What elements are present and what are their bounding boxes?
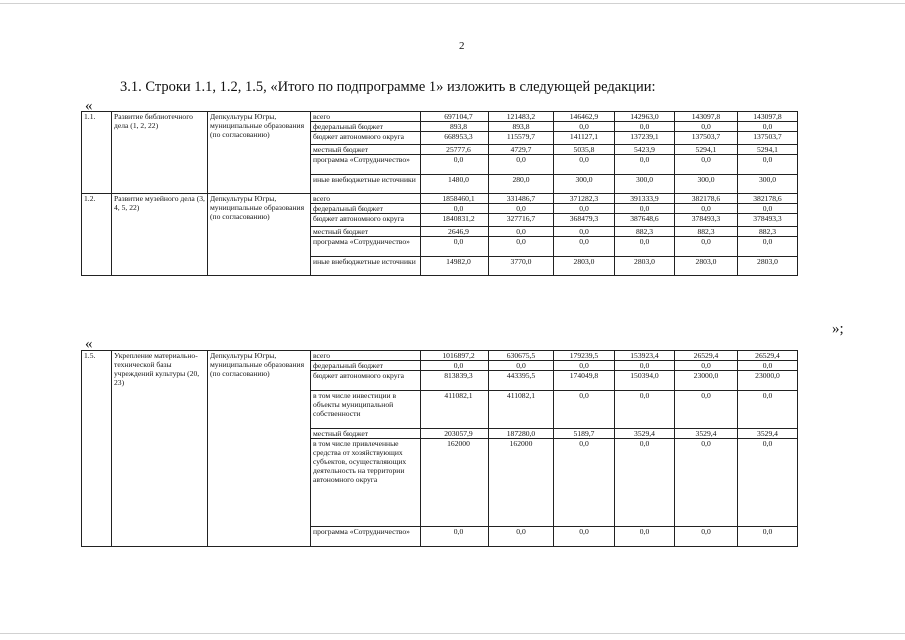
funding-source: бюджет автономного округа [311, 214, 421, 227]
funding-source: бюджет автономного округа [311, 371, 421, 391]
amount-cell: 668953,3 [421, 132, 489, 145]
amount-cell: 0,0 [421, 237, 489, 257]
amount-cell: 5423,9 [615, 145, 675, 155]
amount-cell: 0,0 [738, 155, 798, 175]
amount-cell: 0,0 [489, 361, 554, 371]
amount-cell: 443395,5 [489, 371, 554, 391]
amount-cell: 0,0 [615, 391, 675, 429]
amount-cell: 5294,1 [738, 145, 798, 155]
amount-cell: 3770,0 [489, 257, 554, 276]
table-row [82, 194, 798, 204]
funding-source: в том числе привлеченные средства от хозяйствующих субъектов, осуществляющих деятельность на территории автономного округа [311, 439, 421, 527]
amount-cell: 0,0 [738, 204, 798, 214]
amount-cell: 300,0 [554, 175, 615, 194]
amount-cell: 0,0 [738, 237, 798, 257]
funding-source: федеральный бюджет [311, 122, 421, 132]
amount-cell: 331486,7 [489, 194, 554, 204]
amount-cell: 0,0 [738, 527, 798, 547]
amount-cell: 26529,4 [738, 351, 798, 361]
amount-cell: 1840831,2 [421, 214, 489, 227]
amount-cell: 327716,7 [489, 214, 554, 227]
row-number: 1.2. [82, 194, 112, 276]
table-row [82, 351, 798, 361]
amount-cell: 0,0 [554, 361, 615, 371]
amount-cell: 300,0 [615, 175, 675, 194]
funding-source: программа «Сотрудничество» [311, 155, 421, 175]
funding-source: федеральный бюджет [311, 361, 421, 371]
amount-cell: 143097,8 [738, 112, 798, 122]
amount-cell: 137503,7 [675, 132, 738, 145]
measure-name: Укрепление материально-технической базы учреждений культуры (20, 23) [112, 351, 208, 547]
amount-cell: 0,0 [489, 237, 554, 257]
amount-cell: 4729,7 [489, 145, 554, 155]
amount-cell: 0,0 [421, 204, 489, 214]
amount-cell: 382178,6 [675, 194, 738, 204]
amount-cell: 1016897,2 [421, 351, 489, 361]
amount-cell: 2803,0 [615, 257, 675, 276]
amount-cell: 162000 [489, 439, 554, 527]
amount-cell: 0,0 [615, 204, 675, 214]
amount-cell: 25777,6 [421, 145, 489, 155]
amount-cell: 0,0 [615, 122, 675, 132]
amount-cell: 0,0 [615, 439, 675, 527]
amount-cell: 142963,0 [615, 112, 675, 122]
opening-quote-2: « [85, 336, 93, 352]
amount-cell: 0,0 [615, 527, 675, 547]
row-number: 1.5. [82, 351, 112, 547]
amount-cell: 1480,0 [421, 175, 489, 194]
amount-cell: 0,0 [489, 155, 554, 175]
amount-cell: 378493,3 [738, 214, 798, 227]
amount-cell: 0,0 [554, 204, 615, 214]
amount-cell: 2803,0 [738, 257, 798, 276]
funding-source: программа «Сотрудничество» [311, 527, 421, 547]
amount-cell: 0,0 [738, 439, 798, 527]
amount-cell: 0,0 [738, 122, 798, 132]
amount-cell: 0,0 [738, 391, 798, 429]
amount-cell: 3529,4 [615, 429, 675, 439]
amount-cell: 23000,0 [675, 371, 738, 391]
amount-cell: 630675,5 [489, 351, 554, 361]
amount-cell: 0,0 [675, 391, 738, 429]
amount-cell: 0,0 [554, 391, 615, 429]
funding-source: федеральный бюджет [311, 204, 421, 214]
amount-cell: 0,0 [615, 361, 675, 371]
amount-cell: 697104,7 [421, 112, 489, 122]
amount-cell: 0,0 [421, 527, 489, 547]
amount-cell: 0,0 [675, 361, 738, 371]
section-heading: 3.1. Строки 1.1, 1.2, 1.5, «Итого по подпрограмме 1» изложить в следующей редакции: [120, 79, 656, 95]
amount-cell: 1858460,1 [421, 194, 489, 204]
funding-source: иные внебюджетные источники [311, 257, 421, 276]
amount-cell: 378493,3 [675, 214, 738, 227]
amount-cell: 115579,7 [489, 132, 554, 145]
amount-cell: 0,0 [421, 155, 489, 175]
amount-cell: 146462,9 [554, 112, 615, 122]
opening-quote: « [85, 98, 93, 114]
amount-cell: 5294,1 [675, 145, 738, 155]
funding-source: всего [311, 194, 421, 204]
amount-cell: 26529,4 [675, 351, 738, 361]
amount-cell: 882,3 [675, 227, 738, 237]
amount-cell: 2803,0 [554, 257, 615, 276]
amount-cell: 882,3 [738, 227, 798, 237]
table-row [82, 112, 798, 122]
amount-cell: 0,0 [489, 527, 554, 547]
amount-cell: 23000,0 [738, 371, 798, 391]
amount-cell: 0,0 [675, 204, 738, 214]
amount-cell: 153923,4 [615, 351, 675, 361]
amount-cell: 300,0 [675, 175, 738, 194]
amount-cell: 14982,0 [421, 257, 489, 276]
amount-cell: 137239,1 [615, 132, 675, 145]
amount-cell: 0,0 [675, 237, 738, 257]
amount-cell: 0,0 [554, 155, 615, 175]
amount-cell: 121483,2 [489, 112, 554, 122]
amount-cell: 203057,9 [421, 429, 489, 439]
funding-source: местный бюджет [311, 429, 421, 439]
amount-cell: 3529,4 [675, 429, 738, 439]
amount-cell: 187280,0 [489, 429, 554, 439]
amount-cell: 0,0 [421, 361, 489, 371]
amount-cell: 5189,7 [554, 429, 615, 439]
amount-cell: 387648,6 [615, 214, 675, 227]
amount-cell: 174049,8 [554, 371, 615, 391]
row-number: 1.1. [82, 112, 112, 194]
funding-source: бюджет автономного округа [311, 132, 421, 145]
responsible-executor: Депкультуры Югры, муниципальные образования (по согласованию) [208, 194, 311, 276]
amount-cell: 141127,1 [554, 132, 615, 145]
amount-cell: 0,0 [615, 237, 675, 257]
closing-quote: »; [832, 321, 844, 337]
amount-cell: 0,0 [554, 227, 615, 237]
measure-name: Развитие библиотечного дела (1, 2, 22) [112, 112, 208, 194]
funding-source: иные внебюджетные источники [311, 175, 421, 194]
amount-cell: 882,3 [615, 227, 675, 237]
amount-cell: 5035,8 [554, 145, 615, 155]
amount-cell: 0,0 [615, 155, 675, 175]
funding-source: всего [311, 351, 421, 361]
amount-cell: 137503,7 [738, 132, 798, 145]
amount-cell: 893,8 [489, 122, 554, 132]
amount-cell: 371282,3 [554, 194, 615, 204]
amount-cell: 0,0 [489, 204, 554, 214]
funding-source: всего [311, 112, 421, 122]
amount-cell: 300,0 [738, 175, 798, 194]
amount-cell: 0,0 [675, 155, 738, 175]
amount-cell: 0,0 [554, 237, 615, 257]
amount-cell: 411082,1 [421, 391, 489, 429]
amount-cell: 893,8 [421, 122, 489, 132]
funding-source: местный бюджет [311, 145, 421, 155]
amount-cell: 391333,9 [615, 194, 675, 204]
amount-cell: 0,0 [554, 439, 615, 527]
amount-cell: 813839,3 [421, 371, 489, 391]
amount-cell: 0,0 [554, 122, 615, 132]
page-number: 2 [459, 40, 465, 52]
amount-cell: 0,0 [738, 361, 798, 371]
amount-cell: 162000 [421, 439, 489, 527]
amount-cell: 150394,0 [615, 371, 675, 391]
amount-cell: 0,0 [675, 122, 738, 132]
funding-table-2 [81, 350, 798, 547]
amount-cell: 411082,1 [489, 391, 554, 429]
funding-source: местный бюджет [311, 227, 421, 237]
amount-cell: 382178,6 [738, 194, 798, 204]
amount-cell: 143097,8 [675, 112, 738, 122]
measure-name: Развитие музейного дела (3, 4, 5, 22) [112, 194, 208, 276]
amount-cell: 0,0 [675, 527, 738, 547]
amount-cell: 280,0 [489, 175, 554, 194]
amount-cell: 0,0 [489, 227, 554, 237]
amount-cell: 179239,5 [554, 351, 615, 361]
funding-source: программа «Сотрудничество» [311, 237, 421, 257]
amount-cell: 2646,9 [421, 227, 489, 237]
funding-table-1 [81, 111, 798, 276]
responsible-executor: Депкультуры Югры, муниципальные образования (по согласованию) [208, 112, 311, 194]
amount-cell: 2803,0 [675, 257, 738, 276]
funding-source: в том числе инвестиции в объекты муниципальной собственности [311, 391, 421, 429]
amount-cell: 0,0 [675, 439, 738, 527]
amount-cell: 3529,4 [738, 429, 798, 439]
amount-cell: 368479,3 [554, 214, 615, 227]
amount-cell: 0,0 [554, 527, 615, 547]
responsible-executor: Депкультуры Югры, муниципальные образования (по согласованию) [208, 351, 311, 547]
